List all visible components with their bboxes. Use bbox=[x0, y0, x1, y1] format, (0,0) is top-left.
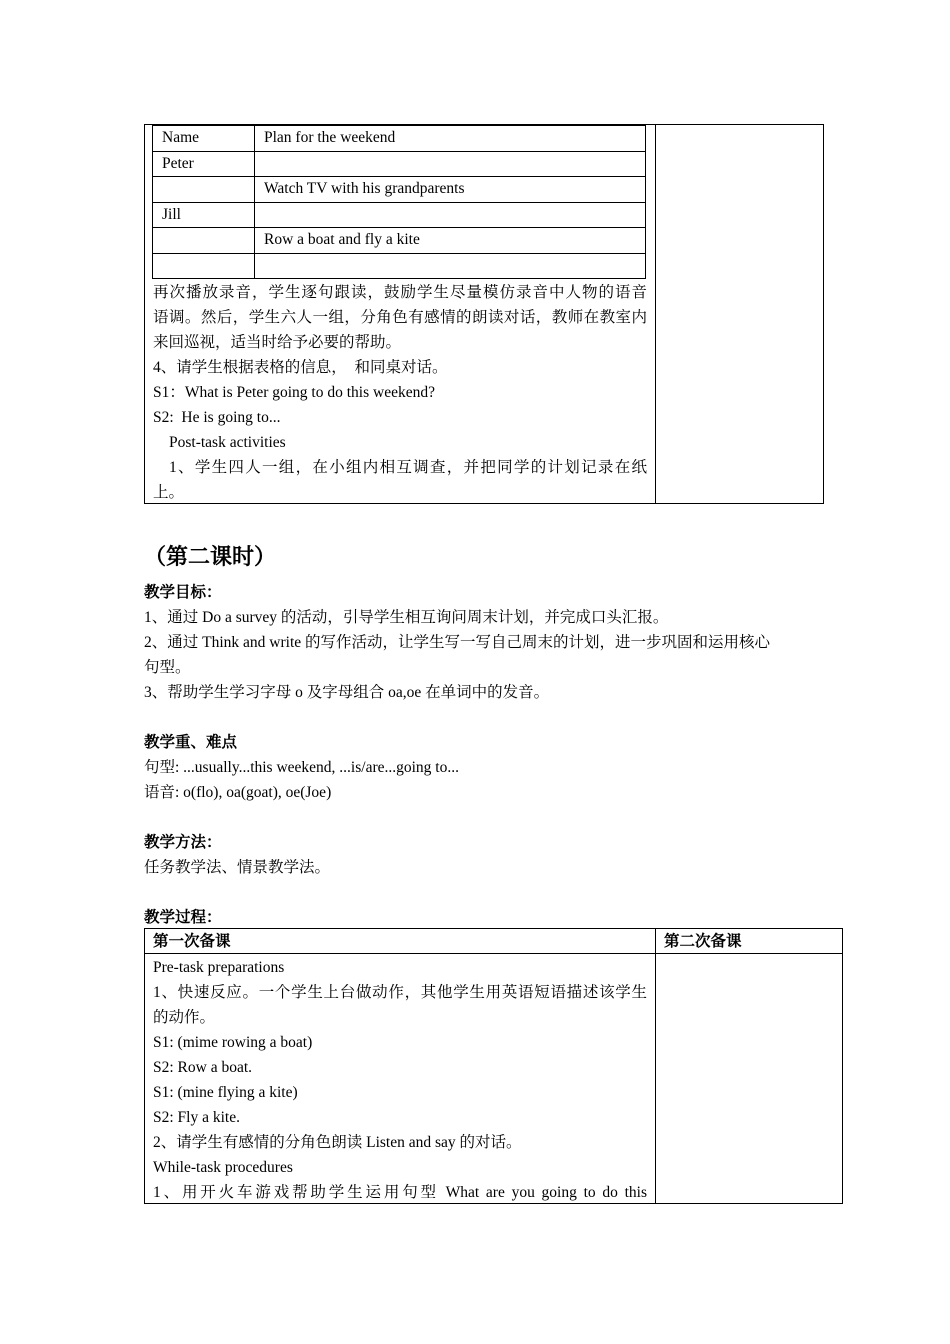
objective-item: 1、通过 Do a survey 的活动，引导学生相互询问周末计划，并完成口头汇报。 bbox=[144, 609, 669, 626]
dialogue-line: S1：What is Peter going to do this weekend? bbox=[153, 384, 435, 401]
dialogue-line: S1: (mine flying a kite) bbox=[153, 1084, 298, 1101]
table-cell bbox=[255, 253, 646, 279]
paragraph-line: 1、学生四人一组，在小组内相互调查，并把同学的计划记录在纸 bbox=[169, 459, 647, 476]
table-cell: Peter bbox=[153, 151, 255, 177]
paragraph-line: 4、请学生根据表格的信息， 和同桌对话。 bbox=[153, 359, 448, 376]
table-cell: Watch TV with his grandparents bbox=[255, 177, 646, 203]
dialogue-line: S2: Row a boat. bbox=[153, 1059, 253, 1076]
column-header-first-prep: 第一次备课 bbox=[153, 933, 231, 950]
paragraph-line: 上。 bbox=[153, 484, 185, 501]
table-cell bbox=[153, 228, 255, 254]
paragraph-line: 1、用开火车游戏帮助学生运用句型 What are you going to do this bbox=[153, 1184, 647, 1201]
table-row bbox=[153, 177, 646, 203]
table-cell: Name bbox=[153, 126, 255, 152]
paragraph-line: 的动作。 bbox=[153, 1009, 216, 1026]
dialogue-line: S1: (mime rowing a boat) bbox=[153, 1034, 313, 1051]
table-cell: Row a boat and fly a kite bbox=[255, 228, 646, 254]
key-point-pattern: 句型: ...usually...this weekend, ...is/are...going to... bbox=[144, 759, 459, 776]
column-divider bbox=[655, 928, 656, 1204]
key-point-phonics: 语音: o(flo), oa(goat), oe(Joe) bbox=[144, 784, 332, 801]
paragraph-line: 1、快速反应。一个学生上台做动作，其他学生用英语短语描述该学生 bbox=[153, 984, 647, 1001]
table-row bbox=[153, 202, 646, 228]
table-cell bbox=[255, 151, 646, 177]
methods-text: 任务教学法、情景教学法。 bbox=[144, 859, 331, 876]
plan-table bbox=[152, 125, 646, 279]
process-heading: 教学过程： bbox=[144, 909, 222, 926]
objective-item: 2、通过 Think and write 的写作活动，让学生写一写自己周末的计划，进一步巩固和运用核心 bbox=[144, 634, 771, 651]
table-row bbox=[153, 228, 646, 254]
paragraph-line: 再次播放录音，学生逐句跟读，鼓励学生尽量模仿录音中人物的语音 bbox=[153, 284, 647, 301]
paragraph-line: 语调。然后，学生六人一组，分角色有感情的朗读对话，教师在教室内 bbox=[153, 309, 647, 326]
objective-item: 3、帮助学生学习字母 o 及字母组合 oa,oe 在单词中的发音。 bbox=[144, 684, 550, 701]
section-title: （第二课时） bbox=[144, 544, 277, 569]
table-cell: Jill bbox=[153, 202, 255, 228]
dialogue-line: S2: He is going to... bbox=[153, 409, 281, 426]
column-header-second-prep: 第二次备课 bbox=[664, 933, 742, 950]
table-cell bbox=[153, 253, 255, 279]
dialogue-line: S2: Fly a kite. bbox=[153, 1109, 240, 1126]
paragraph-line: 来回巡视，适当时给予必要的帮助。 bbox=[153, 334, 402, 351]
table-cell bbox=[255, 202, 646, 228]
table-cell: Plan for the weekend bbox=[255, 126, 646, 152]
objective-item: 句型。 bbox=[144, 659, 191, 676]
table-row bbox=[153, 253, 646, 279]
table-cell bbox=[153, 177, 255, 203]
key-points-heading: 教学重、难点 bbox=[144, 734, 238, 751]
methods-heading: 教学方法： bbox=[144, 834, 222, 851]
stage-heading: Pre-task preparations bbox=[153, 959, 285, 976]
paragraph-line: 2、请学生有感情的分角色朗读 Listen and say 的对话。 bbox=[153, 1134, 522, 1151]
table-row bbox=[153, 151, 646, 177]
objectives-heading: 教学目标： bbox=[144, 584, 222, 601]
stage-heading: While-task procedures bbox=[153, 1159, 293, 1176]
stage-heading: Post-task activities bbox=[169, 434, 286, 451]
table-row bbox=[153, 126, 646, 152]
